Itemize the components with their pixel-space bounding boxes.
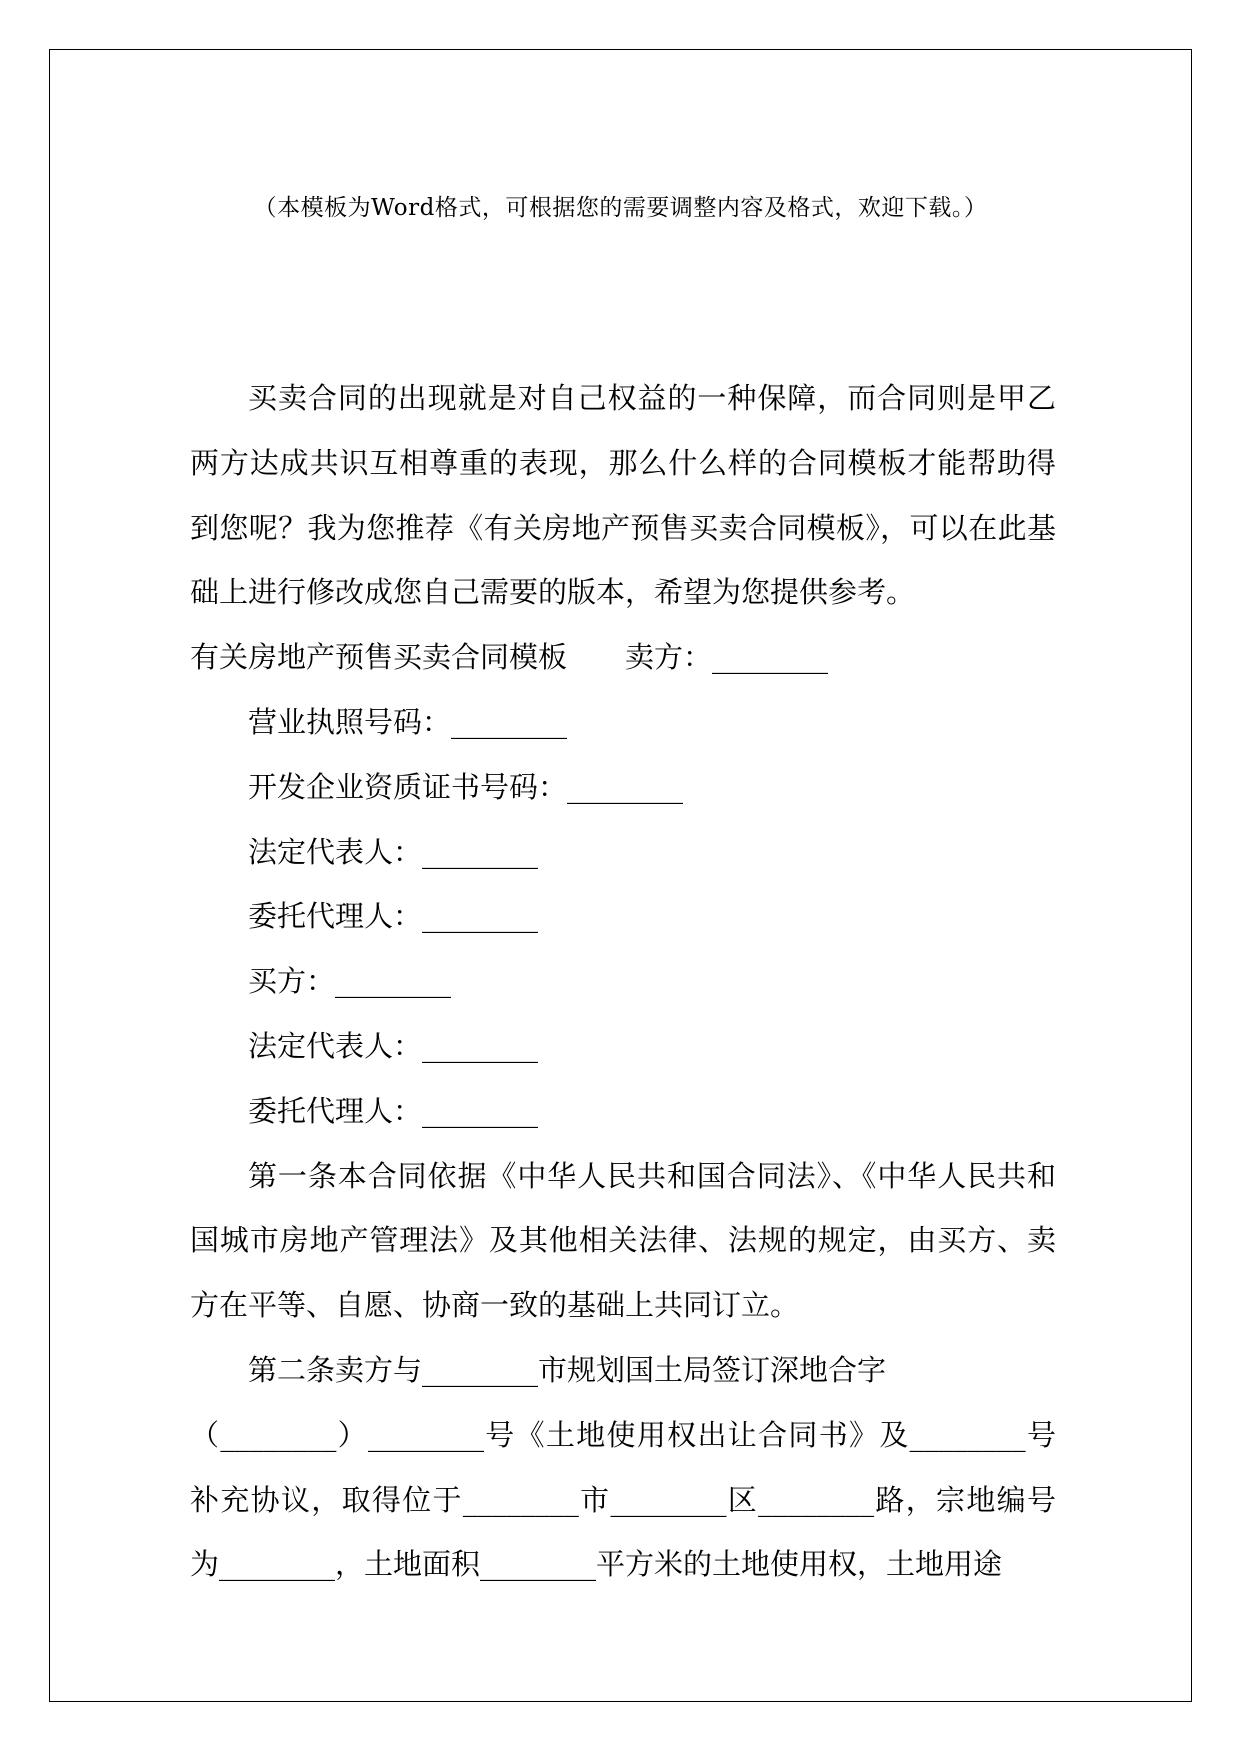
buyer-legal-representative-field: 法定代表人：________ (248, 1028, 539, 1063)
seller-agent-field: 委托代理人：________ (248, 899, 539, 934)
seller-field: 卖方：________ (625, 640, 829, 675)
template-note: （本模板为Word格式，可根据您的需要调整内容及格式，欢迎下载。） (253, 195, 988, 221)
document-body (190, 366, 1056, 1597)
article-2-continued: （________）________号《土地使用权出让合同书》及________号补充协议，取得位于________市________区________路，宗地编号为________，土地面积________平方米的土地使用权，土地用途 (190, 1417, 1056, 1582)
buyer-agent-field: 委托代理人：________ (248, 1093, 539, 1128)
contract-title: 有关房地产预售买卖合同模板 (190, 640, 568, 675)
title-seller-line (190, 625, 1056, 690)
business-license-field: 营业执照号码：________ (248, 704, 568, 739)
qualification-certificate-field: 开发企业资质证书号码：________ (248, 769, 684, 804)
intro-paragraph: 买卖合同的出现就是对自己权益的一种保障，而合同则是甲乙两方达成共识互相尊重的表现，那么什么样的合同模板才能帮助得到您呢？我为您推荐《有关房地产预售买卖合同模板》，可以在此基础上进行修改成您自己需要的版本，希望为您提供参考。 (190, 381, 1056, 610)
buyer-field: 买方：________ (248, 964, 452, 999)
seller-legal-representative-field: 法定代表人：________ (248, 834, 539, 869)
article-2-first-line: 第二条卖方与________市规划国土局签订深地合字 (248, 1352, 887, 1387)
article-1: 第一条本合同依据《中华人民共和国合同法》、《中华人民共和国城市房地产管理法》及其他相关法律、法规的规定，由买方、卖方在平等、自愿、协商一致的基础上共同订立。 (190, 1158, 1056, 1323)
